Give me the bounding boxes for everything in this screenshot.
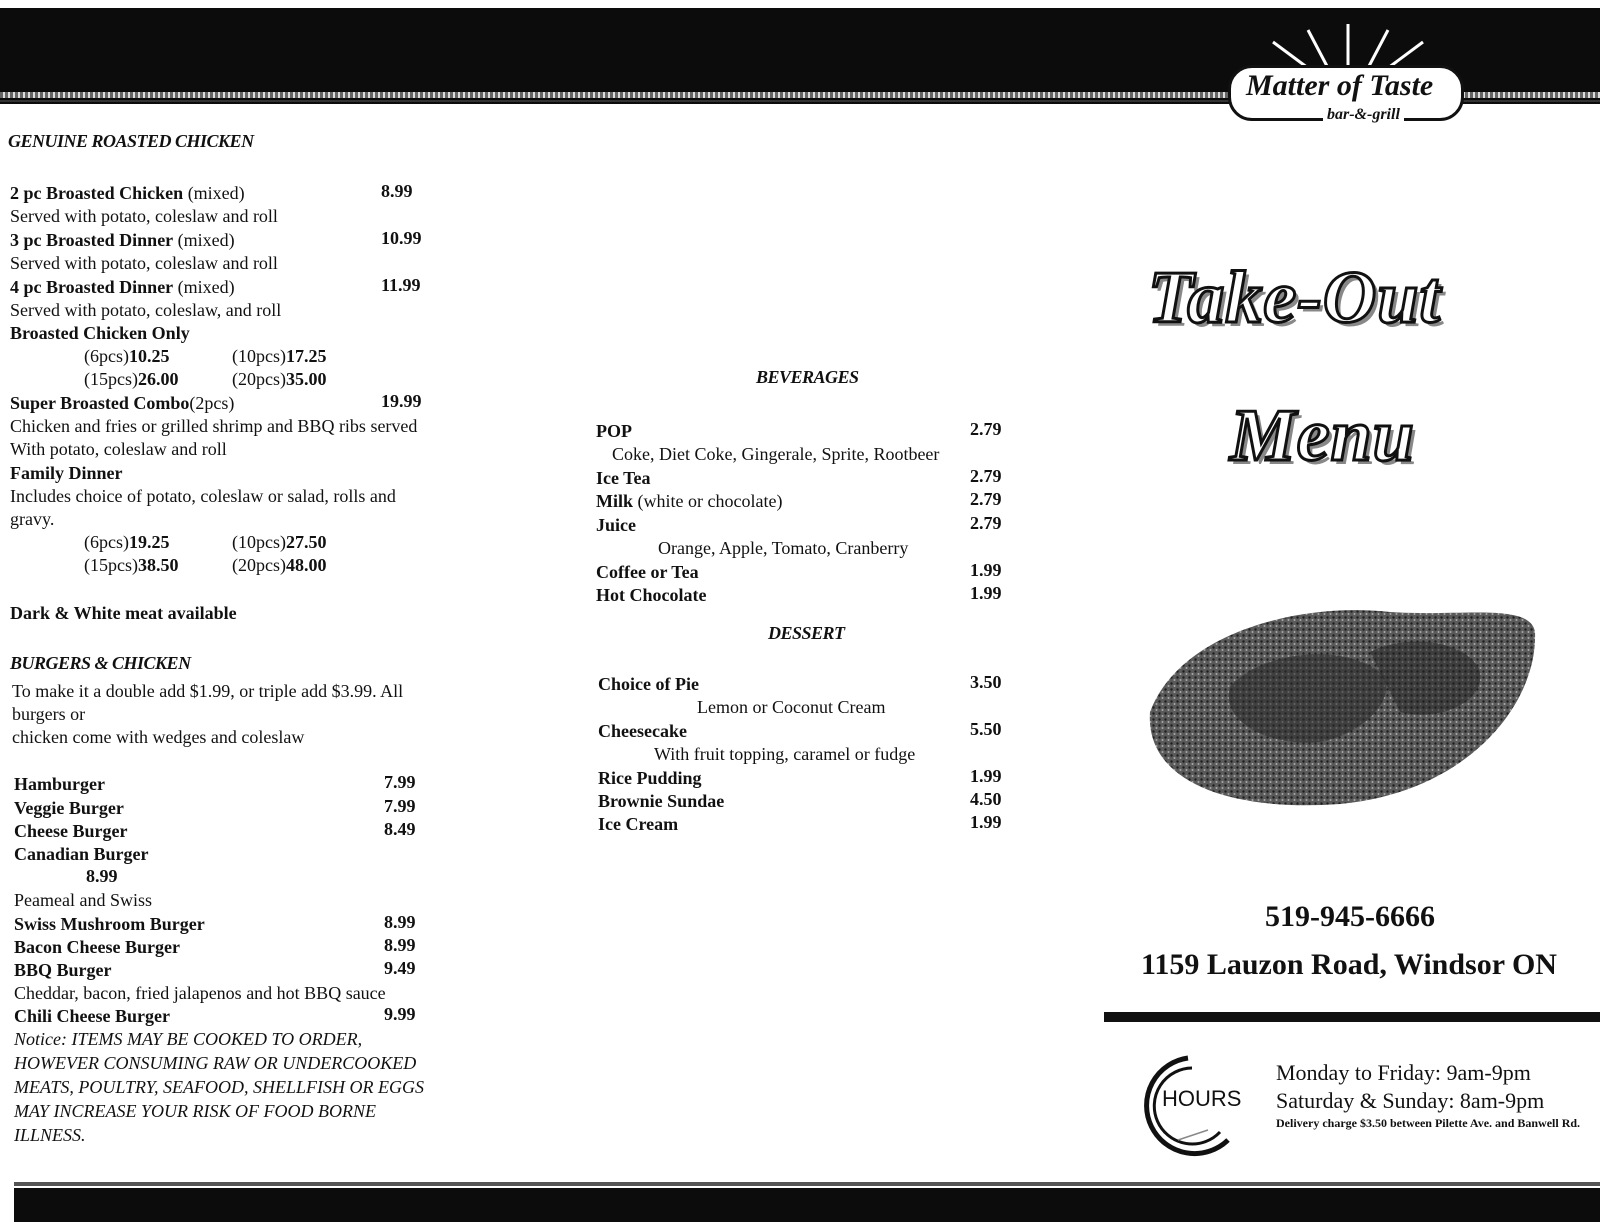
section-title-dessert: DESSERT xyxy=(768,623,845,643)
menu-item-name: Coffee or Tea xyxy=(596,562,699,582)
menu-item-price: 8.99 xyxy=(384,935,416,955)
menu-item-price: 1.99 xyxy=(970,812,1002,832)
size-price: (6pcs)19.25 xyxy=(84,532,170,552)
menu-item-description: Orange, Apple, Tomato, Cranberry xyxy=(658,538,909,558)
menu-item: 2 pc Broasted Chicken (mixed) xyxy=(10,183,245,203)
menu-item-name: Veggie Burger xyxy=(14,798,124,818)
bottom-banner xyxy=(14,1188,1600,1222)
menu-item-description: Coke, Diet Coke, Gingerale, Sprite, Rootbeer xyxy=(612,444,940,464)
menu-item-name: Ice Cream xyxy=(598,814,679,834)
burger-intro: To make it a double add $1.99, or triple add $3.99. All xyxy=(12,681,404,701)
menu-item-price: 8.99 xyxy=(381,181,413,201)
menu-item-description: With potato, coleslaw and roll xyxy=(10,439,227,459)
menu-item-name: POP xyxy=(596,421,632,441)
hours-weekday: Monday to Friday: 9am-9pm xyxy=(1276,1060,1531,1085)
menu-item-name: Ice Tea xyxy=(596,468,651,488)
menu-item-description: Served with potato, coleslaw and roll xyxy=(10,206,278,226)
menu-item-name: Cheesecake xyxy=(598,721,687,741)
menu-item-name: Canadian Burger xyxy=(14,844,149,864)
logo-name: Matter of Taste xyxy=(1246,69,1434,102)
menu-item-name: Swiss Mushroom Burger xyxy=(14,914,205,934)
address: 1159 Lauzon Road, Windsor ON xyxy=(1141,948,1557,981)
menu-item-name: Chili Cheese Burger xyxy=(14,1006,170,1026)
menu-item-price: 8.99 xyxy=(86,866,118,886)
hours-weekend: Saturday & Sunday: 8am-9pm xyxy=(1276,1088,1545,1113)
menu-item-price: 10.99 xyxy=(381,228,422,248)
menu-item-description: Served with potato, coleslaw and roll xyxy=(10,253,278,273)
menu-item-price: 1.99 xyxy=(970,583,1002,603)
menu-item-price: 8.99 xyxy=(384,912,416,932)
menu-item-price: 8.49 xyxy=(384,819,416,839)
menu-item-price: 19.99 xyxy=(381,391,422,411)
menu-item-price: 4.50 xyxy=(970,789,1002,809)
menu-item-price: 11.99 xyxy=(381,275,421,295)
notice-text: HOWEVER CONSUMING RAW OR UNDERCOOKED xyxy=(14,1053,417,1073)
starburst-icon xyxy=(1248,20,1448,70)
size-price: (20pcs)48.00 xyxy=(232,555,327,575)
phone-number: 519-945-6666 xyxy=(1265,900,1435,933)
menu-item-description: With fruit topping, caramel or fudge xyxy=(654,744,916,764)
menu-item: 4 pc Broasted Dinner (mixed) xyxy=(10,277,235,297)
menu-item-price: 1.99 xyxy=(970,766,1002,786)
menu-item-description: Chicken and fries or grilled shrimp and BBQ ribs served xyxy=(10,416,418,436)
menu-item-price: 7.99 xyxy=(384,796,416,816)
menu-item-name: BBQ Burger xyxy=(14,960,112,980)
size-price: (6pcs)10.25 xyxy=(84,346,170,366)
burger-intro: chicken come with wedges and coleslaw xyxy=(12,727,305,747)
menu-item-price: 2.79 xyxy=(970,489,1002,509)
logo xyxy=(1228,20,1468,132)
menu-item-description: Peameal and Swiss xyxy=(14,890,152,910)
menu-item-name: Family Dinner xyxy=(10,463,123,483)
menu-item-price: 5.50 xyxy=(970,719,1002,739)
menu-item-name: Hamburger xyxy=(14,774,105,794)
menu-item-name: Hot Chocolate xyxy=(596,585,707,605)
size-price: (10pcs)27.50 xyxy=(232,532,327,552)
note-dark-white: Dark & White meat available xyxy=(10,603,237,623)
menu-item-name: Juice xyxy=(596,515,636,535)
notice-text: ILLNESS. xyxy=(14,1125,86,1145)
menu-item-name: Rice Pudding xyxy=(598,768,702,788)
bottom-banner-stripe xyxy=(14,1182,1600,1186)
hours-label: HOURS xyxy=(1162,1086,1242,1111)
menu-item-description: Cheddar, bacon, fried jalapenos and hot BBQ sauce xyxy=(14,983,386,1003)
size-price: (15pcs)38.50 xyxy=(84,555,179,575)
menu-item-name: Cheese Burger xyxy=(14,821,128,841)
section-title-roasted-chicken: GENUINE ROASTED CHICKEN xyxy=(8,131,254,151)
menu-item: Milk (white or chocolate) xyxy=(596,491,783,511)
burger-intro: burgers or xyxy=(12,704,86,724)
menu-item: Super Broasted Combo(2pcs) xyxy=(10,393,235,413)
menu-item-price: 2.79 xyxy=(970,466,1002,486)
menu-item-price: 7.99 xyxy=(384,772,416,792)
fried-chicken-image xyxy=(1140,592,1540,812)
menu-item-description: Includes choice of potato, coleslaw or salad, rolls and xyxy=(10,486,396,506)
size-price: (10pcs)17.25 xyxy=(232,346,327,366)
menu-item-description: gravy. xyxy=(10,509,55,529)
menu-item-name: Choice of Pie xyxy=(598,674,699,694)
menu-title-take-out: Take-Out xyxy=(1148,257,1442,339)
menu-item-price: 9.49 xyxy=(384,958,416,978)
size-price: (15pcs)26.00 xyxy=(84,369,179,389)
logo-subtitle: bar-&-grill xyxy=(1323,106,1404,124)
menu-item-price: 2.79 xyxy=(970,419,1002,439)
section-title-beverages: BEVERAGES xyxy=(756,367,859,387)
notice-text: Notice: ITEMS MAY BE COOKED TO ORDER, xyxy=(14,1029,363,1049)
menu-item-price: 3.50 xyxy=(970,672,1002,692)
menu-item: 3 pc Broasted Dinner (mixed) xyxy=(10,230,235,250)
menu-item-price: 2.79 xyxy=(970,513,1002,533)
menu-item-name: Brownie Sundae xyxy=(598,791,725,811)
menu-title-menu: Menu xyxy=(1230,395,1415,477)
menu-item-description: Served with potato, coleslaw, and roll xyxy=(10,300,282,320)
notice-text: MAY INCREASE YOUR RISK OF FOOD BORNE xyxy=(14,1101,376,1121)
menu-item-name: Bacon Cheese Burger xyxy=(14,937,180,957)
size-price: (20pcs)35.00 xyxy=(232,369,327,389)
divider xyxy=(1104,1012,1600,1022)
delivery-note: Delivery charge $3.50 between Pilette Ave. and Banwell Rd. xyxy=(1276,1116,1581,1130)
section-title-burgers: BURGERS & CHICKEN xyxy=(10,653,191,673)
menu-item-name: Broasted Chicken Only xyxy=(10,323,190,343)
menu-item-description: Lemon or Coconut Cream xyxy=(697,697,886,717)
menu-item-price: 9.99 xyxy=(384,1004,416,1024)
menu-item-price: 1.99 xyxy=(970,560,1002,580)
notice-text: MEATS, POULTRY, SEAFOOD, SHELLFISH OR EGGS xyxy=(14,1077,424,1097)
